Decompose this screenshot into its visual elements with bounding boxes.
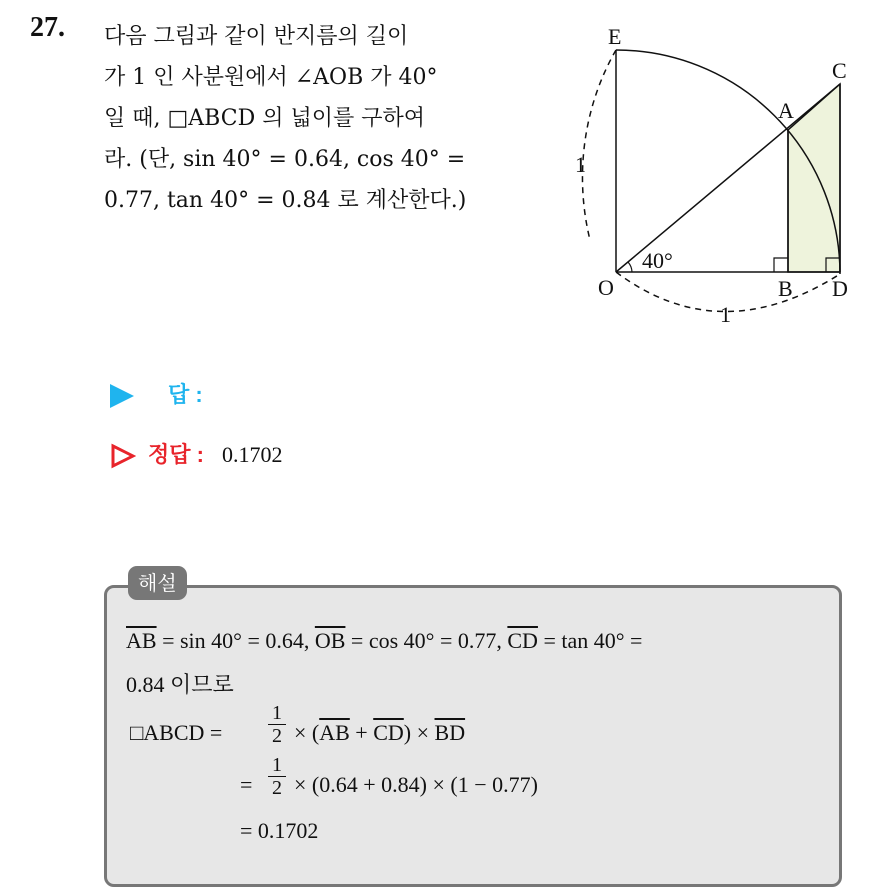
solution-eq-1 xyxy=(130,720,222,746)
segment-ab-text: $\overline{AB}$ xyxy=(126,628,157,653)
correct-answer-label: 정답 : xyxy=(148,442,204,467)
eq1-close: ) × xyxy=(403,720,435,745)
sin-value-text: = sin 40° = 0.64, xyxy=(156,628,315,653)
eq1-lhs: □ABCD = xyxy=(130,720,223,745)
quarter-circle-figure xyxy=(570,20,860,340)
solution-eq-1-rest xyxy=(294,720,465,746)
segment-ob-text: $\overline{OB}$ xyxy=(314,628,346,653)
eq1-bd: $\overline{BD}$ xyxy=(434,720,466,745)
correct-answer-row xyxy=(110,438,282,469)
correct-answer-value: 0.1702 xyxy=(221,442,283,467)
label-c: C xyxy=(832,58,847,83)
solution-eq-2: × (0.64 + 0.84) × (1 − 0.77) xyxy=(294,772,538,797)
tan-value-text: = tan 40° = xyxy=(537,628,643,653)
label-d: D xyxy=(832,276,848,301)
label-a: A xyxy=(778,98,794,123)
solution-eq-3: = 0.1702 xyxy=(240,818,319,843)
question-line: 라. (단, sin 40° = 0.64, cos 40° = xyxy=(104,147,466,172)
solution-line-2: 0.84 이므로 xyxy=(126,672,234,697)
eq1-plus: + xyxy=(349,720,374,745)
label-e: E xyxy=(608,24,622,49)
right-angle-b xyxy=(774,258,788,272)
radius-label: 1 xyxy=(575,152,586,177)
fraction-denominator: 2 xyxy=(268,776,286,799)
base-label: 1 xyxy=(720,302,731,327)
question-line: 일 때, □ABCD 의 넓이를 구하여 xyxy=(104,106,425,131)
solution-line-1 xyxy=(126,628,642,654)
question-line: 다음 그림과 같이 반지름의 길이 xyxy=(104,24,409,49)
eq1-mid: × ( xyxy=(294,720,320,745)
segment-cd-text: $\overline{CD}$ xyxy=(507,628,538,653)
fraction-denominator: 2 xyxy=(268,724,286,747)
answer-row xyxy=(110,378,203,409)
fraction-numerator: 1 xyxy=(272,702,282,724)
answer-label: 답 : xyxy=(168,382,203,407)
fraction-2 xyxy=(268,754,286,799)
angle-arc xyxy=(628,262,632,272)
question-text xyxy=(104,16,544,221)
eq1-cd: $\overline{CD}$ xyxy=(373,720,404,745)
fraction-1 xyxy=(268,702,286,747)
eq1-ab: $\overline{AB}$ xyxy=(319,720,350,745)
play-icon xyxy=(110,384,134,408)
label-b: B xyxy=(778,276,793,301)
outline-play-icon xyxy=(110,443,136,469)
question-line: 0.77, tan 40° = 0.84 로 계산한다.) xyxy=(104,188,467,213)
question-line: 가 1 인 사분원에서 ∠AOB 가 40° xyxy=(104,65,438,90)
solution-tab: 해설 xyxy=(128,566,187,600)
dashed-outer-arc xyxy=(582,50,616,240)
label-o: O xyxy=(598,275,614,300)
question-number: 27. xyxy=(30,12,65,43)
cos-value-text: = cos 40° = 0.77, xyxy=(345,628,508,653)
angle-label: 40° xyxy=(642,248,673,273)
fraction-numerator: 1 xyxy=(272,754,282,776)
solution-eq-2-prefix: = xyxy=(240,772,253,797)
trapezoid-abcd xyxy=(788,84,840,272)
